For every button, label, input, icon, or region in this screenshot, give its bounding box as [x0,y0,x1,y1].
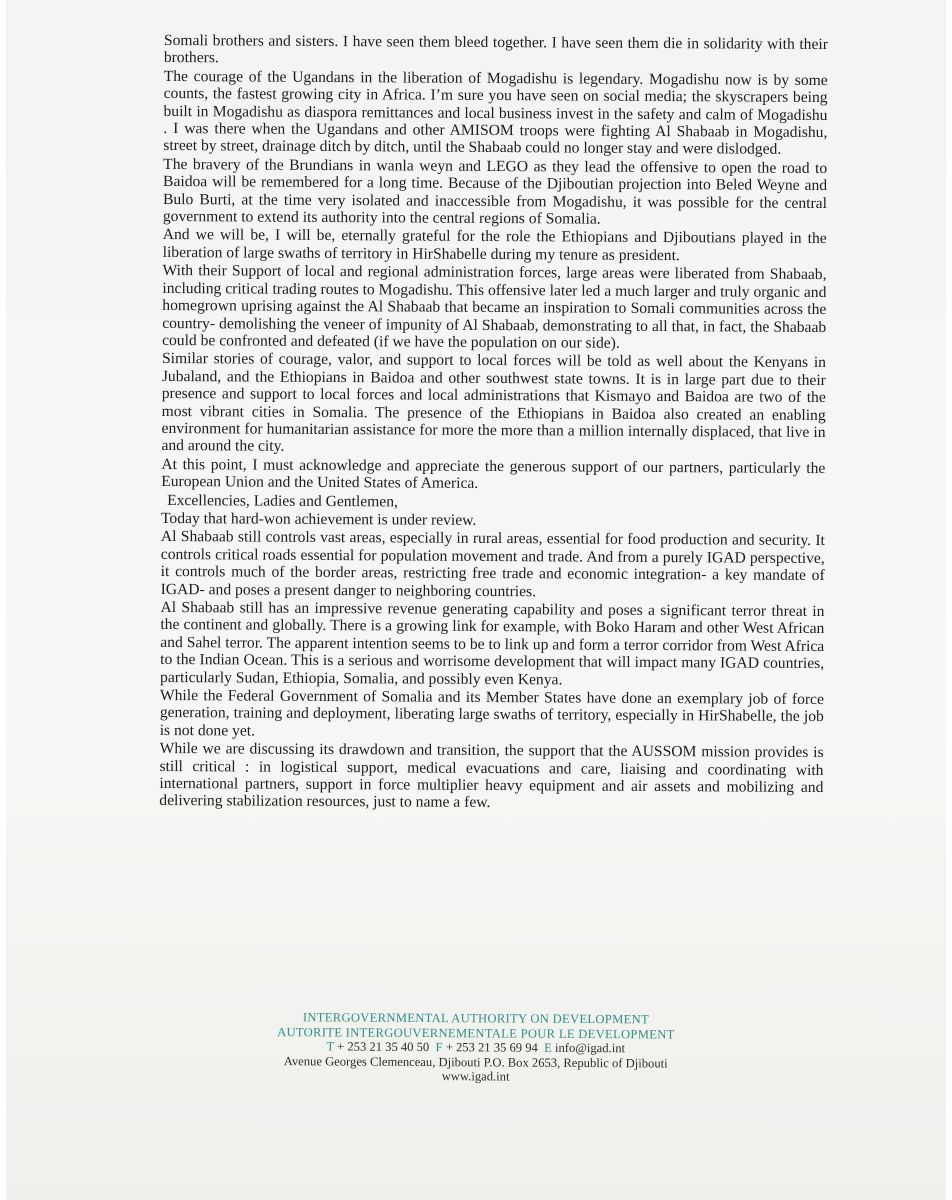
paragraph: Al Shabaab still controls vast areas, especially in rural areas, essential for food production and security. It controls critical roads essential for population movement and trade. And from a purely IGAD perspective, it controls much of the border areas, restricting free trade and economic integration- a key mandate of IGAD- and poses a present danger to neighboring countries. [160,528,825,600]
paragraph: While we are discussing its drawdown and transition, the support that the AUSSOM mission provides is still critical : in logistical support, medical evacuations and care, liaising and coordinating with international partners, support in force multiplier heavy equipment and air assets and mobilizing and delivering stabilization resources, just to name a few. [159,740,824,812]
paragraph: The courage of the Ugandans in the liberation of Mogadishu is legendary. Mogadishu now is by some counts, the fastest growing city in Africa. I’m sure you have seen on social media; the skyscrapers being built in Mogadishu as diaspora remittances and local business invest in the safety and calm of Mogadishu . I was there when the Ugandans and other AMISOM troops were fighting Al Shabaab in Mogadishu, street by street, drainage ditch by ditch, until the Shabaab could no longer stay and were dislodged. [163,67,828,159]
fax-number: + 253 21 35 69 94 [445,1040,538,1055]
paragraph: Similar stories of courage, valor, and support to local forces will be told as well about the Kenyans in Jubaland, and the Ethiopians in Baidoa and other southwest state towns. It is in large part due to their presence and support to local forces and local administrations that Kismayo and Baidoa are two of the most vibrant cities in Somalia. The presence of the Ethiopians in Baidoa also created an enabling environment for humanitarian assistance for more the more than a million internally displaced, that live in and around the city. [161,350,827,456]
phone-number: + 253 21 35 40 50 [337,1039,430,1055]
org-name-french: AUTORITE INTERGOUVERNEMENTALE POUR LE DEVELOPMENT [277,1024,675,1042]
paragraph: With their Support of local and regional administration forces, large areas were liberated from Shabaab, including critical trading routes to Mogadishu. This offensive later led a much larger and truly organic and homegrown uprising against the Al Shabaab that became an inspiration to Somali communities across the country- demolishing the veneer of impunity of Al Shabaab, demonstrating to all that, in fact, the Shabaab could be confronted and defeated (if we have the population on our side). [162,262,827,352]
paragraph: And we will be, I will be, eternally grateful for the role the Ethiopians and Djiboutians played in the liberation of large swaths of territory in HirShabelle during my tenure as president. [162,226,827,265]
org-name-english: INTERGOVERNMENTAL AUTHORITY ON DEVELOPMENT [302,1010,650,1027]
postal-address: Avenue Georges Clemenceau, Djibouti P.O. Box 2653, Republic of Djibouti [283,1053,668,1071]
paragraph: Somali brothers and sisters. I have seen them bleed together. I have seen them die in solidarity with their brothers. [163,32,828,67]
email-address: info@igad.int [554,1041,626,1056]
letter-body [159,32,828,815]
paragraph: The bravery of the Brundians in wanla weyn and LEGO as they lead the offensive to open the road to Baidoa will be remembered for a long time. Because of the Djiboutian projection into Beled Weyne and Bulo Burti, at the time very isolated and inaccessible from Mogadishu, it was possible for the central government to extend its authority into the central regions of Somalia. [162,155,828,228]
paragraph: While the Federal Government of Somalia and its Member States have done an exemplary job of force generation, training and deployment, liberating large swaths of territory, especially in HirShabelle, the job is not done yet. [159,687,824,740]
paragraph: Al Shabaab still has an impressive revenue generating capability and poses a significant terror threat in the continent and globally. There is a growing link for example, with Boko Haram and other West African and Sahel terror. The apparent intention seems to be to link up and form a terror corridor from West Africa to the Indian Ocean. This is a serious and worrisome development that will impact many IGAD countries, particularly Sudan, Ethiopia, Somalia, and possibly even Kenya. [160,598,825,689]
paragraph: Today that hard-won achievement is under review. [160,509,477,529]
salutation: Excellencies, Ladies and Gentlemen, [167,491,398,510]
website: www.igad.int [441,1069,510,1084]
paragraph: At this point, I must acknowledge and appreciate the generous support of our partners, particularly the European Union and the United States of America. [161,455,826,493]
email-label: E [544,1040,552,1055]
letterhead-footer [256,1010,696,1086]
fax-label: F [435,1040,443,1055]
phone-label: T [326,1039,335,1054]
